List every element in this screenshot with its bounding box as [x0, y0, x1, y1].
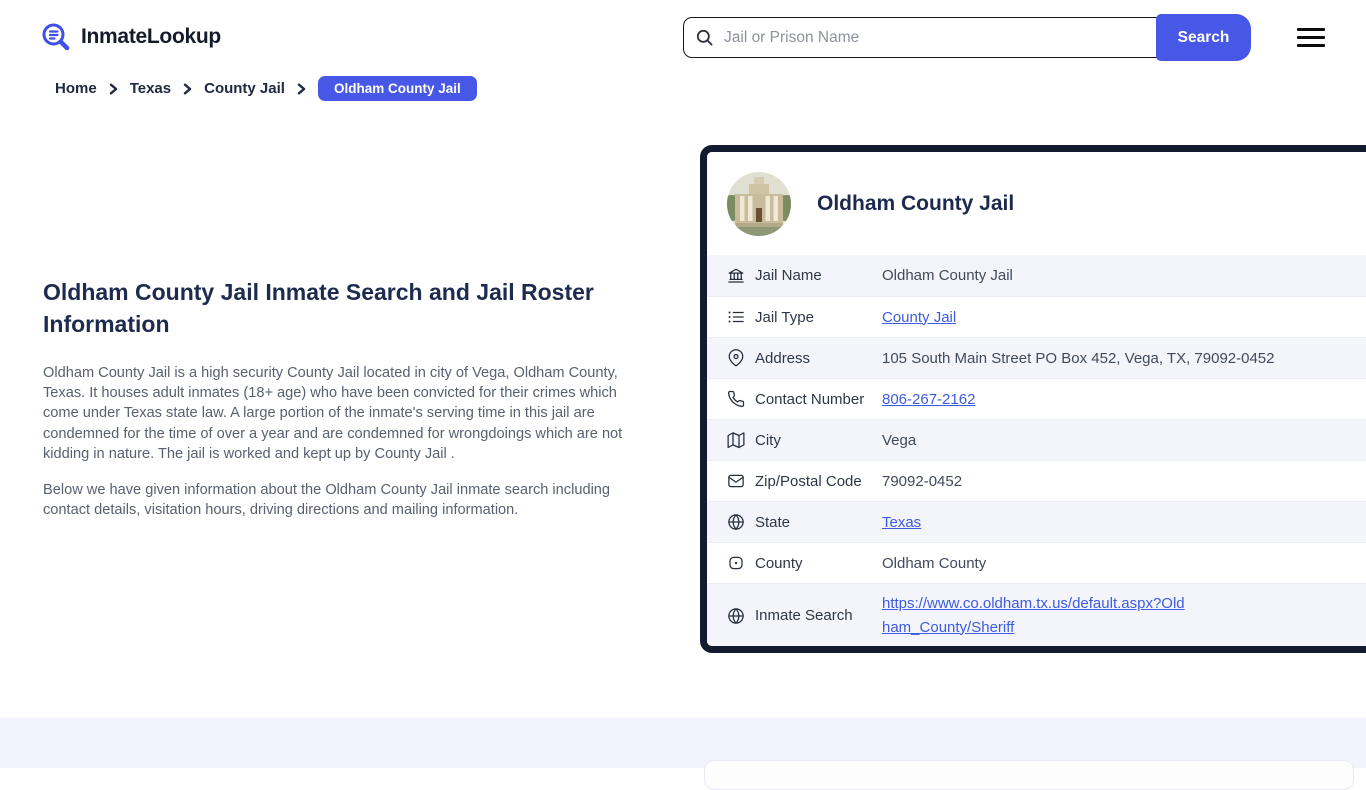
- detail-row-inmate-search: [707, 583, 1366, 647]
- globe-icon: [727, 607, 745, 625]
- bank-icon: [727, 267, 745, 285]
- detail-label: Address: [755, 349, 811, 367]
- detail-label: Inmate Search: [755, 607, 853, 624]
- map-pin-icon: [727, 349, 745, 367]
- detail-label: Jail Name: [755, 267, 822, 284]
- state-link[interactable]: Texas: [882, 513, 922, 531]
- article-paragraph: Below we have given information about the Oldham County Jail inmate search including contact details, visitation hours, driving directions and mailing information.: [43, 482, 611, 519]
- detail-label: Jail Type: [755, 308, 814, 326]
- detail-value: 105 South Main Street PO Box 452, Vega, TX, 79092-0452: [882, 349, 1275, 367]
- detail-value: Vega: [882, 431, 917, 449]
- detail-label: Contact Number: [755, 390, 865, 408]
- article-paragraph: Oldham County Jail is a high security County Jail located in city of Vega, Oldham County, Texas. It houses adult inmates (18+ age) who have been convicted for their crimes which come under Texas state law. A large portion of the inmate's serving time in this jail are condemned for the time of over a year and are condemned for wrongdoings which are not kidding in nature. The jail is worked and kept up by County Jail .: [43, 365, 623, 462]
- menu-hamburger-icon[interactable]: [1297, 28, 1325, 47]
- detail-value: Oldham County: [882, 554, 987, 572]
- jail-card-header: [707, 152, 1366, 255]
- detail-label: Zip/Postal Code: [755, 472, 862, 490]
- detail-row-address: [707, 337, 1366, 378]
- detail-row-jail-name: [707, 255, 1366, 296]
- jail-card-title: Oldham County Jail: [817, 191, 1015, 215]
- list-icon: [727, 308, 745, 326]
- breadcrumb-home[interactable]: Home: [55, 80, 97, 97]
- chevron-right-icon: [296, 83, 307, 95]
- map-icon: [727, 431, 745, 449]
- breadcrumb-texas[interactable]: Texas: [129, 80, 172, 97]
- page-title: Oldham County Jail Inmate Search and Jail Roster Information: [43, 279, 594, 337]
- phone-icon: [727, 390, 745, 408]
- detail-row-city: [707, 419, 1366, 460]
- inmate-search-link[interactable]: https://www.co.oldham.tx.us/default.aspx?Oldham_County/Sheriff: [882, 594, 1185, 636]
- detail-row-jail-type: [707, 296, 1366, 337]
- chevron-right-icon: [108, 83, 119, 95]
- detail-row-state: [707, 501, 1366, 542]
- magnifier-document-logo-icon: [40, 21, 72, 53]
- jail-type-link[interactable]: County Jail: [882, 308, 957, 326]
- mail-icon: [727, 472, 745, 490]
- brand-logo[interactable]: [40, 21, 221, 53]
- jail-info-card: [700, 145, 1366, 653]
- detail-label: State: [755, 513, 791, 531]
- brand-name: InmateLookup: [81, 25, 221, 48]
- county-marker-icon: [727, 554, 745, 572]
- article: [43, 277, 633, 536]
- chevron-right-icon: [182, 83, 193, 95]
- search-icon: [695, 28, 714, 52]
- detail-value: 79092-0452: [882, 472, 963, 490]
- detail-row-zip-code: [707, 460, 1366, 501]
- next-section-card-edge: [704, 760, 1354, 790]
- jail-photo-avatar: [727, 172, 791, 236]
- detail-row-county: [707, 542, 1366, 583]
- search-button[interactable]: Search: [1156, 14, 1251, 61]
- contact-number-link[interactable]: 806-267-2162: [882, 390, 976, 408]
- breadcrumb-current-page-badge[interactable]: Oldham County Jail: [318, 76, 477, 101]
- breadcrumb-county-jail[interactable]: County Jail: [204, 80, 285, 97]
- detail-value: Oldham County Jail: [882, 267, 1013, 284]
- detail-row-contact-number: [707, 378, 1366, 419]
- detail-label: County: [755, 554, 803, 572]
- breadcrumb: [55, 76, 477, 101]
- search-input[interactable]: [683, 17, 1159, 58]
- globe-icon: [727, 513, 745, 531]
- detail-label: City: [755, 431, 781, 449]
- site-search: [683, 14, 1251, 61]
